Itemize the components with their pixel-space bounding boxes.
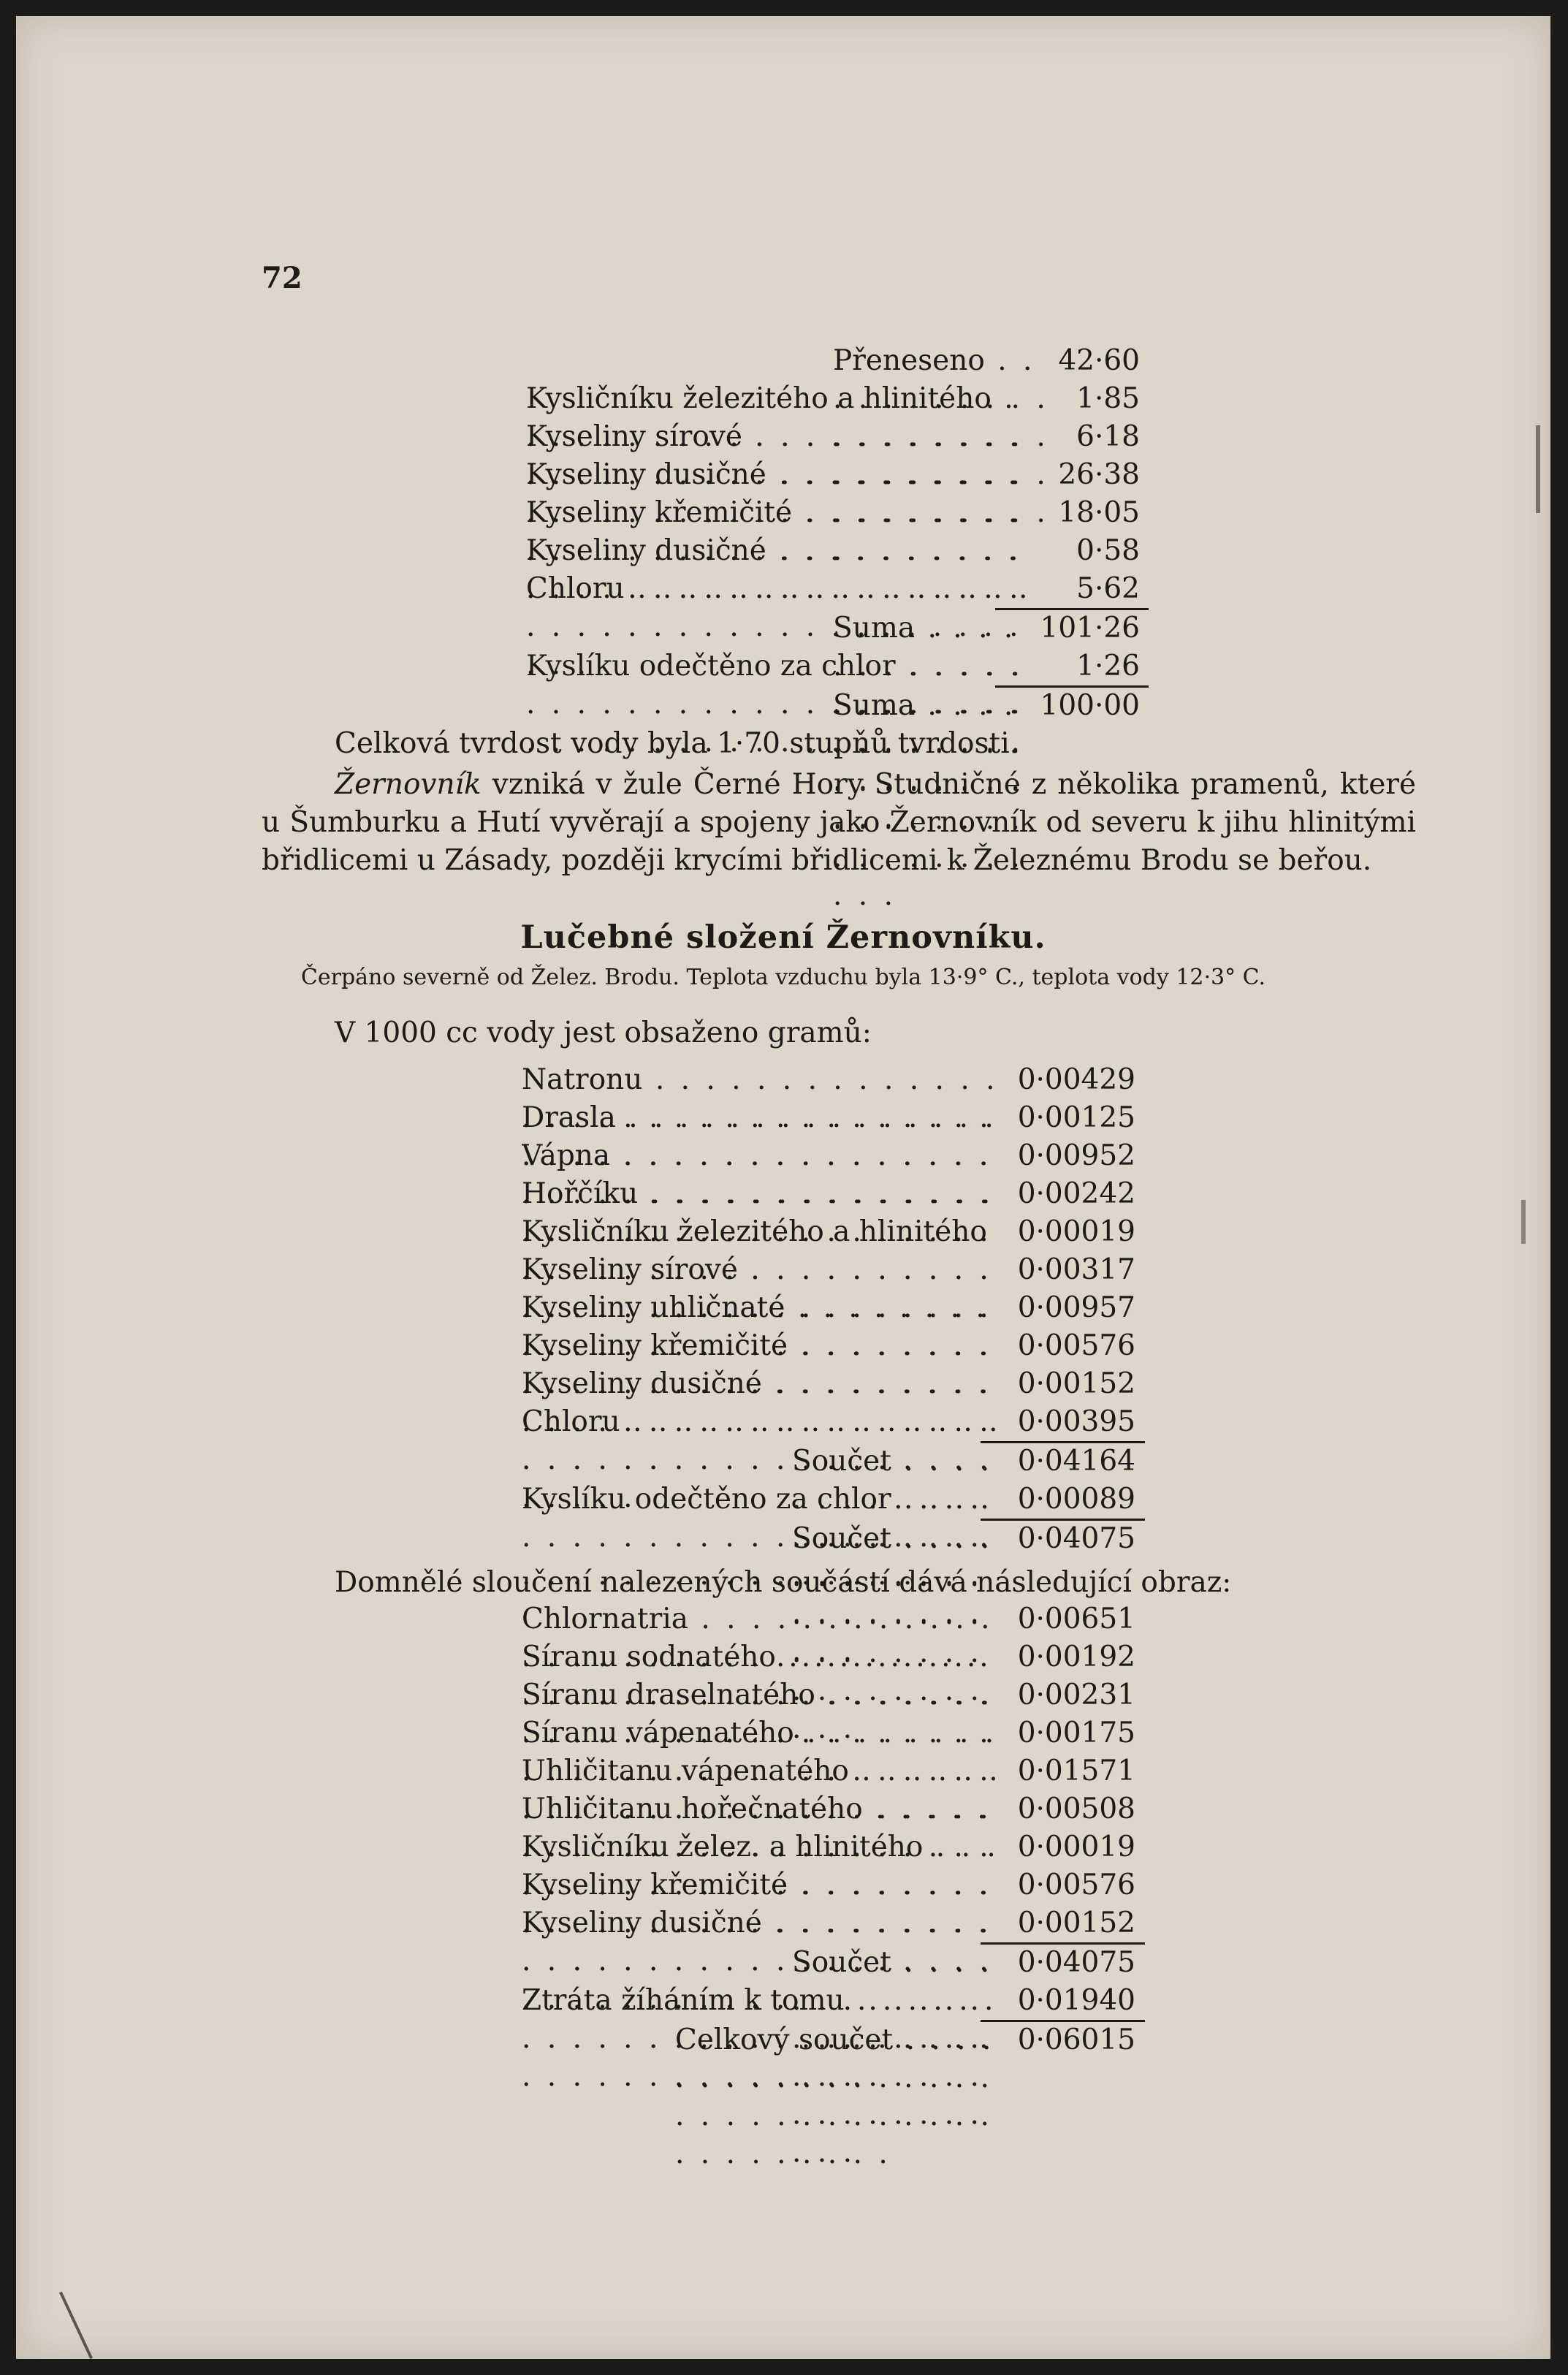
row-label: Suma . . . bbox=[833, 687, 1038, 915]
scan-edge-mark bbox=[1536, 425, 1540, 513]
row-value: 0·00192 bbox=[1017, 1641, 1135, 1673]
table-row bbox=[522, 1327, 1143, 1365]
table-row bbox=[526, 456, 1140, 494]
table-row bbox=[522, 1403, 1143, 1441]
row-label: Uhličitanu vápenatého . . . bbox=[522, 1752, 1004, 1866]
book-page bbox=[16, 16, 1550, 2359]
row-value: 0·00576 bbox=[1017, 1329, 1135, 1362]
row-value: 0·00019 bbox=[1017, 1831, 1135, 1863]
table-row bbox=[522, 1790, 1143, 1828]
row-label: Uhličitanu hořečnatého . . . bbox=[522, 1790, 1004, 1904]
row-value: 0·06015 bbox=[1017, 2023, 1135, 2056]
row-value: 26·38 bbox=[1058, 458, 1140, 491]
combination-line: Domnělé sloučení nalezených součástí dává následující obraz: bbox=[335, 1566, 1232, 1599]
row-label: Kyseliny křemičité . . . bbox=[522, 1327, 1004, 1441]
row-label: Kysličníku železitého a hlinitého . . . bbox=[526, 380, 1038, 494]
intro-line: V 1000 cc vody jest obsaženo gramů: bbox=[335, 1016, 872, 1049]
table-row bbox=[792, 1443, 1143, 1481]
row-value: 0·04075 bbox=[1017, 1946, 1135, 1979]
scan-corner-mark bbox=[59, 2292, 93, 2359]
table-row bbox=[526, 647, 1140, 685]
row-label: Chloru . . . bbox=[526, 570, 1038, 684]
row-label: Součet . . . bbox=[792, 1520, 1004, 1748]
table-row bbox=[522, 1137, 1143, 1175]
row-value: 1·26 bbox=[1076, 650, 1140, 683]
scan-edge-mark bbox=[1521, 1200, 1526, 1244]
table-row bbox=[522, 1365, 1143, 1403]
row-value: 0·01571 bbox=[1017, 1755, 1135, 1787]
table-row bbox=[833, 609, 1140, 647]
table-row bbox=[522, 1752, 1143, 1790]
table-row bbox=[522, 1289, 1143, 1327]
row-value: 0·00125 bbox=[1017, 1101, 1135, 1134]
row-value: 0·00152 bbox=[1017, 1907, 1135, 1939]
row-value: 6·18 bbox=[1076, 420, 1140, 453]
table-row bbox=[522, 1714, 1143, 1752]
row-label: Natronu . . . bbox=[522, 1061, 1004, 1175]
row-label: Síranu draselnatého . . . bbox=[522, 1676, 1004, 1790]
row-label: Drasla . . . bbox=[522, 1099, 1004, 1213]
row-label: Suma . . . bbox=[833, 609, 1038, 837]
row-label: Vápna . . . bbox=[522, 1137, 1004, 1251]
row-label: Kyseliny křemičité . . . bbox=[522, 1866, 1004, 1980]
row-label: Kyseliny dusičné . . . bbox=[522, 1904, 1004, 2018]
row-value: 0·00395 bbox=[1017, 1405, 1135, 1438]
row-label: Kysličníku želez. a hlinitého . . . bbox=[522, 1828, 1004, 1942]
table-row bbox=[792, 1944, 1143, 1982]
row-label: Kyseliny sírové . . . bbox=[526, 418, 1038, 532]
row-value: 0·00317 bbox=[1017, 1253, 1135, 1286]
row-label: Hořčíku . . . bbox=[522, 1175, 1004, 1289]
row-label: Síranu sodnatého . . . bbox=[522, 1638, 1004, 1752]
table-row bbox=[526, 494, 1140, 532]
row-value: 0·00175 bbox=[1017, 1717, 1135, 1749]
row-label: Kyslíku odečtěno za chlor . . . bbox=[526, 647, 1038, 761]
row-value: 1·85 bbox=[1076, 382, 1140, 415]
row-value: 18·05 bbox=[1058, 496, 1140, 529]
hardness-line: Celková tvrdost vody byla 1·70 stupňů tvrdosti. bbox=[335, 727, 1019, 760]
table-row bbox=[522, 1676, 1143, 1714]
table-row bbox=[526, 532, 1140, 570]
table-row bbox=[526, 570, 1140, 608]
row-label: Součet . . . bbox=[792, 1443, 1004, 1671]
row-label: Chlornatria . . . bbox=[522, 1600, 1004, 1714]
row-value: 0·01940 bbox=[1017, 1984, 1135, 2017]
section-title: Lučebné složení Žernovníku. bbox=[520, 919, 1046, 956]
row-value: 0·00508 bbox=[1017, 1793, 1135, 1825]
row-value: 0·00152 bbox=[1017, 1367, 1135, 1400]
table-row bbox=[522, 1828, 1143, 1866]
table-row bbox=[522, 1251, 1143, 1289]
row-value: 0·00019 bbox=[1017, 1215, 1135, 1248]
row-value: 0·58 bbox=[1076, 534, 1140, 567]
table-row bbox=[792, 1520, 1143, 1558]
row-value: 42·60 bbox=[1058, 344, 1140, 377]
row-label: Kyseliny dusičné . . . bbox=[526, 456, 1038, 570]
table-row bbox=[522, 1866, 1143, 1904]
row-value: 0·00231 bbox=[1017, 1679, 1135, 1711]
row-value: 0·00651 bbox=[1017, 1603, 1135, 1635]
row-value: 0·00089 bbox=[1017, 1483, 1135, 1516]
row-label: Kyseliny dusičné . . . bbox=[526, 532, 1038, 646]
table-row bbox=[522, 1099, 1143, 1137]
table-row bbox=[522, 1982, 1143, 2020]
table-row bbox=[675, 2021, 1143, 2059]
row-label: Kyslíku odečtěno za chlor . . . bbox=[522, 1481, 1004, 1595]
row-value: 0·04075 bbox=[1017, 1522, 1135, 1555]
description-paragraph bbox=[262, 766, 1416, 880]
row-label: Kyseliny křemičité . . . bbox=[526, 494, 1038, 608]
table-row bbox=[833, 687, 1140, 725]
table-row bbox=[522, 1061, 1143, 1099]
row-label: Kysličníku železitého a hlinitého . . . bbox=[522, 1213, 1004, 1365]
row-value: 0·00242 bbox=[1017, 1177, 1135, 1210]
row-value: 0·00429 bbox=[1017, 1063, 1135, 1096]
page-number: 72 bbox=[262, 261, 302, 295]
row-value: 5·62 bbox=[1076, 572, 1140, 605]
row-label: Síranu vápenatého . . . bbox=[522, 1714, 1004, 1828]
row-label: Celkový součet . . . bbox=[675, 2021, 1004, 2173]
table-row bbox=[522, 1600, 1143, 1638]
row-label: Kyseliny uhličnaté . . . bbox=[522, 1289, 1004, 1403]
row-value: 100·00 bbox=[1040, 689, 1140, 722]
table-row bbox=[522, 1175, 1143, 1213]
row-value: 0·04164 bbox=[1017, 1445, 1135, 1478]
table-row bbox=[526, 380, 1140, 418]
row-label: Chloru . . . bbox=[522, 1403, 1004, 1517]
sampling-note: Čerpáno severně od Želez. Brodu. Teplota vzduchu byla 13·9° C., teplota vody 12·3° C. bbox=[300, 965, 1266, 990]
term-zernovnik: Žernovník bbox=[335, 768, 482, 801]
table-row bbox=[522, 1481, 1143, 1519]
row-value: 0·00576 bbox=[1017, 1869, 1135, 1901]
row-label: Ztráta žíháním k tomu . . . bbox=[522, 1982, 1004, 2096]
row-label: Součet . . . bbox=[792, 1944, 1004, 2172]
table-row bbox=[833, 342, 1140, 380]
row-label: Kyseliny dusičné . . . bbox=[522, 1365, 1004, 1479]
row-label: Přeneseno . . . bbox=[833, 342, 1052, 570]
row-label: Kyseliny sírové . . . bbox=[522, 1251, 1004, 1365]
row-value: 0·00952 bbox=[1017, 1139, 1135, 1172]
table-row bbox=[522, 1638, 1143, 1676]
row-value: 0·00957 bbox=[1017, 1291, 1135, 1324]
paragraph-text: vzniká v žule Černé Hory Studničné z několika pramenů, které u Šumburku a Hutí vyvěrají a spojeny jako Žernovník od severu k jihu hlinitými břidlicemi u Zásady, později krycími břidlicemi k Železnému Brodu se beřou. bbox=[262, 768, 1416, 877]
row-value: 101·26 bbox=[1040, 612, 1140, 645]
table-row bbox=[522, 1904, 1143, 1942]
table-row bbox=[526, 418, 1140, 456]
table-row bbox=[522, 1213, 1143, 1251]
